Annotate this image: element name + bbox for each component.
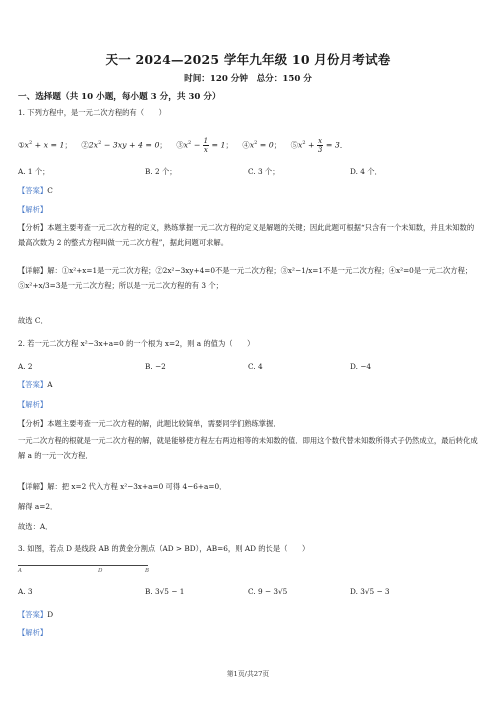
page-footer: 第1页/共27页 (226, 670, 270, 678)
q3-choice-a: A. 3 (18, 587, 33, 596)
q2-conclusion: 故选：A． (18, 522, 53, 531)
q2-fenxi-text: 本题主要考查一元二次方程的解，此题比较简单，需要同学们熟练掌握． (47, 419, 281, 428)
q2-detail (18, 482, 226, 492)
q1-choice-b: B. 2 个； (145, 167, 177, 176)
segment-label-a: A (18, 568, 22, 574)
fenxi-tag: 【分析】 (18, 419, 48, 428)
q1-fenxi (18, 220, 480, 250)
q3-answer-value: D (47, 610, 54, 619)
q2-analysis-tag: 【解析】 (18, 400, 48, 409)
q1-equations: $①x^2 + x = 1$； $②2x^2 - 3xy + 4 = 0$； $③x^2$ − $\frac{1}{x}$ = 1； $④x^2 = 0$； $⑤x^2$ + $\frac{x}{3}$ = 3． (18, 137, 348, 154)
q2-choice-b: B. −2 (145, 362, 166, 371)
q2-solve: 解得 a=2． (18, 502, 58, 511)
q1-analysis-tag: 【解析】 (18, 205, 48, 214)
q2-choice-c: C. 4 (248, 362, 263, 371)
detail-tag: 【详解】 (18, 266, 48, 275)
exam-title: 天一 2024—2025 学年九年级 10 月份月考试卷 (105, 52, 391, 67)
q1-fenxi-text: 本题主要考查一元二次方程的定义，熟练掌握一元二次方程的定义是解题的关键；因此此题可根据“只含有一个未知数，并且未知数的最高次数为 2 的整式方程叫做一元二次方程”，据此问题可求解。 (18, 223, 475, 247)
q3-choice-b: B. 3√5 − 1 (145, 587, 185, 596)
q2-detail-text: 解：把 x=2 代入方程 x²−3x+a=0 可得 4−6+a=0． (47, 482, 227, 491)
q3-answer (18, 610, 53, 620)
q1-choice-d: D. 4 个． (350, 167, 382, 176)
q2-answer (18, 380, 52, 390)
answer-tag: 【答案】 (18, 610, 48, 619)
segment-label-b: B (145, 568, 150, 574)
q2-fenxi (18, 419, 281, 429)
q2-fenxi2: 一元二次方程的根就是一元二次方程的解，就是能够使方程左右两边相等的未知数的值．即用这个数代替未知数所得式子仍然成立，最后转化成解 a 的一元一次方程． (18, 436, 478, 460)
q1-answer (18, 186, 53, 196)
detail-tag: 【详解】 (18, 482, 48, 491)
q1-detail-text: 解：①x²+x=1是一元二次方程；②2x²−3xy+4=0不是一元二次方程；③x²−1/x=1不是一元二次方程；④x²=0是一元二次方程；⑤x²+x/3=3是一元二次方程；所以是一元二次方程的有 3 个； (18, 266, 473, 290)
answer-tag: 【答案】 (18, 380, 48, 389)
segment-label-d: D (98, 568, 103, 574)
q1-detail (18, 263, 480, 293)
q2-choice-a: A. 2 (18, 362, 33, 371)
q3-choice-c: C. 9 − 3√5 (248, 587, 288, 596)
section-heading: 一、选择题（共 10 小题，每小题 3 分，共 30 分） (18, 92, 221, 102)
q1-choice-a: A. 1 个； (18, 167, 50, 176)
exam-subtitle: 时间：120 分钟 总分：150 分 (184, 74, 312, 84)
fenxi-tag: 【分析】 (18, 223, 48, 232)
q1-stem: 1. 下列方程中，是一元二次方程的有（ ） (18, 108, 166, 117)
q1-answer-value: C (47, 186, 53, 195)
answer-tag: 【答案】 (18, 186, 48, 195)
q2-answer-value: A (47, 380, 53, 389)
q3-choice-d: D. 3√5 − 3 (350, 587, 390, 596)
q3-stem: 3. 如图，若点 D 是线段 AB 的黄金分割点（AD > BD），AB=6，则 AD 的长是（ ） (18, 544, 310, 553)
q2-choice-d: D. −4 (350, 362, 371, 371)
q2-stem: 2. 若一元二次方程 x²−3x+a=0 的一个根为 x=2，则 a 的值为（ ） (18, 339, 255, 348)
q1-choice-c: C. 3 个； (248, 167, 280, 176)
q3-analysis-tag: 【解析】 (18, 628, 48, 637)
segment-ab-figure (18, 565, 148, 566)
q1-conclusion: 故选 C． (18, 316, 48, 325)
